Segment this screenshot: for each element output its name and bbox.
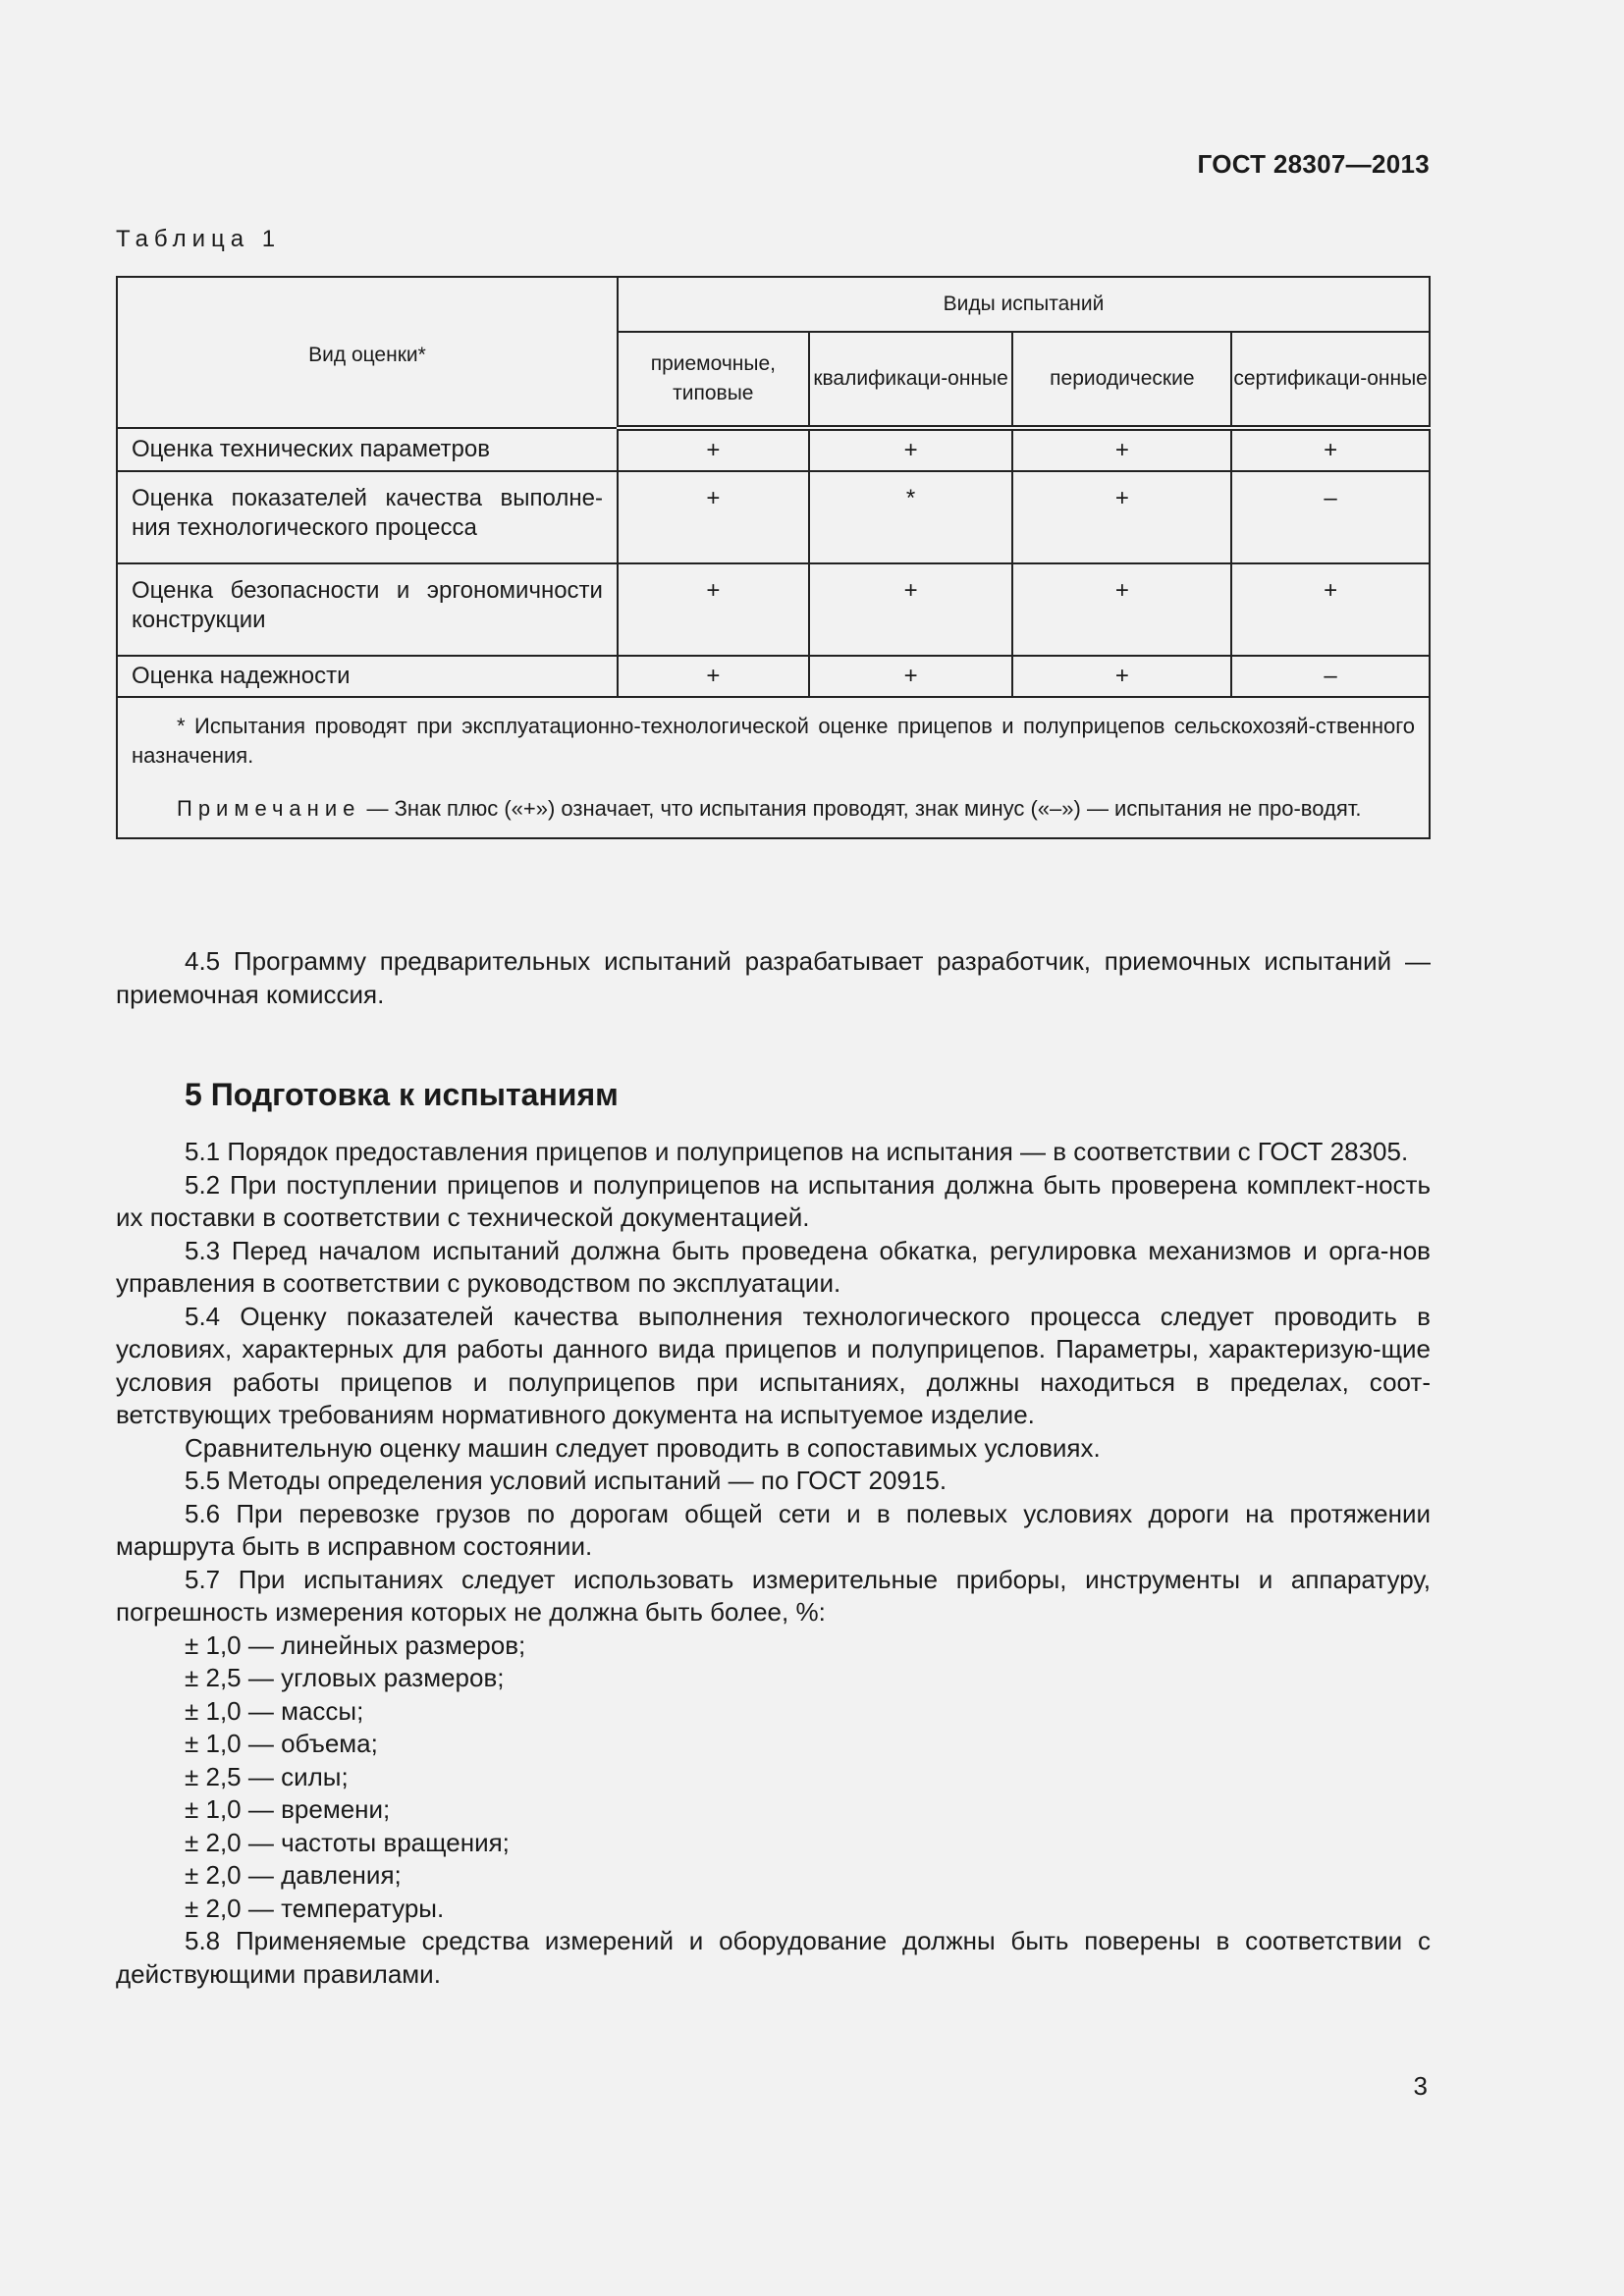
cell-mark: +	[618, 471, 809, 563]
table-notes	[117, 697, 1430, 838]
paragraph: 5.5 Методы определения условий испытаний — по ГОСТ 20915.	[185, 1466, 947, 1495]
cell-mark: +	[618, 656, 809, 697]
table-caption: Таблица 1	[116, 226, 282, 252]
table-footnote: * Испытания проводят при эксплуатационно-технологической оценке прицепов и полуприцепов сельскохозяй-ственного назначения.	[132, 714, 1415, 768]
cell-mark: +	[1012, 563, 1231, 656]
paragraph: 5.1 Порядок предоставления прицепов и полуприцепов на испытания — в соответствии с ГОСТ 28305.	[185, 1137, 1409, 1166]
cell-mark: +	[809, 428, 1013, 471]
cell-mark: +	[1231, 428, 1430, 471]
paragraph: 5.6 При перевозке грузов по дорогам общей сети и в полевых условиях дороги на протяжении маршрута быть в исправном состоянии.	[116, 1498, 1431, 1561]
cell-mark: +	[1012, 471, 1231, 563]
paragraph: 5.4 Оценку показателей качества выполнения технологического процесса следует проводить в условиях, характерных для работы данного вида прицепов и полуприцепов. Параметры, характеризую-щие условия работы прицепов и полуприцепов при испытаниях, должны находиться в пределах, соот-ветствующих требованиям нормативного документа на испытуемое изделие.	[116, 1301, 1431, 1429]
cell-mark: +	[618, 563, 809, 656]
cell-mark: +	[618, 428, 809, 471]
tolerance-item: ± 2,5 — угловых размеров;	[185, 1663, 505, 1692]
tolerance-item: ± 1,0 — массы;	[185, 1695, 364, 1726]
column-header: сертификаци-онные	[1231, 332, 1430, 428]
cell-mark: +	[809, 656, 1013, 697]
cell-mark: +	[1231, 563, 1430, 656]
eval-type-header: Вид оценки*	[117, 277, 618, 428]
paragraph-4-5: 4.5 Программу предварительных испытаний разрабатывает разработчик, приемочных испытаний — приемочная комиссия.	[116, 946, 1431, 1009]
test-types-header: Виды испытаний	[618, 277, 1430, 332]
test-types-table	[116, 276, 1431, 839]
tolerance-item: ± 1,0 — линейных размеров;	[185, 1629, 526, 1660]
paragraph: 5.7 При испытаниях следует использовать измерительные приборы, инструменты и аппаратуру, погрешность измерения которых не должна быть более, %:	[116, 1564, 1431, 1627]
cell-mark: *	[809, 471, 1013, 563]
row-label: Оценка надежности	[117, 656, 618, 697]
paragraph: 5.3 Перед началом испытаний должна быть проведена обкатка, регулировка механизмов и орга-нов управления в соответствии с руководством по эксплуатации.	[116, 1235, 1431, 1298]
document-id-header: ГОСТ 28307—2013	[1197, 149, 1430, 179]
cell-mark: +	[1012, 656, 1231, 697]
table-row	[117, 656, 1430, 697]
note-text: — Знак плюс («+») означает, что испытания проводят, знак минус («–») — испытания не про-водят.	[360, 796, 1362, 821]
row-label: Оценка безопасности и эргономичности конструкции	[117, 563, 618, 656]
paragraph: 5.2 При поступлении прицепов и полуприцепов на испытания должна быть проверена комплект-ность их поставки в соответствии с технической документацией.	[116, 1169, 1431, 1232]
column-header: приемочные, типовые	[618, 332, 809, 428]
tolerance-item: ± 1,0 — объема;	[185, 1729, 378, 1758]
section-5-title: 5 Подготовка к испытаниям	[185, 1077, 619, 1112]
table-row	[117, 428, 1430, 471]
paragraph-4-5-block	[116, 945, 1431, 1011]
table-row	[117, 471, 1430, 563]
note-label: Примечание	[177, 796, 361, 821]
page-number: 3	[1413, 2071, 1428, 2101]
cell-mark: +	[809, 563, 1013, 656]
paragraph-5-8: 5.8 Применяемые средства измерений и оборудование должны быть поверены в соответствии с действующими правилами.	[116, 1926, 1431, 1989]
cell-mark: +	[1012, 428, 1231, 471]
paragraph: Сравнительную оценку машин следует проводить в сопоставимых условиях.	[185, 1432, 1101, 1463]
tolerance-item: ± 2,0 — частоты вращения;	[185, 1827, 510, 1857]
tolerance-item: ± 2,0 — температуры.	[185, 1893, 445, 1923]
table-note	[132, 794, 1415, 824]
column-header: квалификаци-онные	[809, 332, 1013, 428]
table-row	[117, 563, 1430, 656]
cell-mark: –	[1231, 471, 1430, 563]
tolerance-item: ± 2,0 — давления;	[185, 1860, 402, 1890]
row-label: Оценка показателей качества выполне-ния технологического процесса	[117, 471, 618, 563]
tolerance-item: ± 2,5 — силы;	[185, 1761, 349, 1791]
column-header: периодические	[1012, 332, 1231, 428]
tolerance-item: ± 1,0 — времени;	[185, 1794, 391, 1824]
section-5-body	[116, 1136, 1431, 1991]
row-label: Оценка технических параметров	[117, 428, 618, 471]
cell-mark: –	[1231, 656, 1430, 697]
